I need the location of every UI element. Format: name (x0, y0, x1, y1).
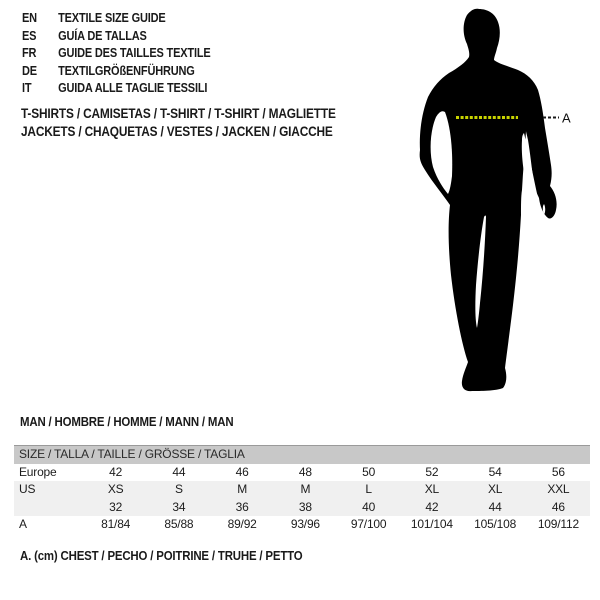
size-cell: XL (400, 481, 463, 499)
category-line-tshirts: T-SHIRTS / CAMISETAS / T-SHIRT / T-SHIRT / MAGLIETTE (21, 106, 336, 121)
size-cell: 44 (172, 464, 186, 479)
language-row-es (22, 28, 211, 46)
size-cell: 50 (362, 464, 376, 479)
row-label: US (14, 481, 84, 499)
language-label: GUIDE DES TAILLES TEXTILE (58, 46, 211, 60)
language-code: FR (22, 46, 37, 60)
table-row-a (14, 516, 590, 534)
language-code: ES (22, 28, 37, 43)
size-table-header: SIZE / TALLA / TAILLE / GRÖSSE / TAGLIA (14, 446, 590, 464)
size-cell: 56 (551, 464, 565, 479)
size-cell: 48 (298, 464, 312, 479)
size-cell: 42 (109, 464, 123, 479)
size-cell: 81/84 (101, 517, 131, 531)
language-code: EN (22, 11, 37, 25)
row-label: A (19, 517, 27, 531)
size-cell: 34 (147, 499, 210, 517)
language-label: TEXTILE SIZE GUIDE (58, 11, 166, 25)
size-cell: S (147, 481, 210, 499)
size-cell: 42 (400, 499, 463, 517)
size-cell: 38 (274, 499, 337, 517)
table-row-europe (14, 464, 590, 482)
language-row-it (22, 80, 211, 98)
category-line-jackets: JACKETS / CHAQUETAS / VESTES / JACKEN / GIACCHE (21, 124, 333, 139)
size-cell: 52 (425, 464, 439, 479)
row-label (14, 499, 84, 517)
size-cell: 109/112 (537, 517, 579, 531)
size-cell: 97/100 (350, 517, 387, 531)
man-silhouette (405, 5, 575, 395)
measurement-label-a: A (562, 110, 571, 126)
size-cell: 93/96 (290, 517, 320, 531)
size-cell: 54 (488, 464, 502, 479)
size-cell: XS (84, 481, 147, 499)
size-cell: 101/104 (410, 517, 453, 531)
size-cell: 46 (235, 464, 249, 479)
size-table (14, 445, 590, 534)
size-cell: 40 (337, 499, 400, 517)
language-row-en (22, 10, 211, 28)
size-cell: 85/88 (164, 517, 194, 531)
size-table-header-row (14, 446, 590, 464)
size-cell: 44 (464, 499, 527, 517)
size-cell: XXL (527, 481, 590, 499)
category-lines (21, 105, 379, 141)
table-row-sizes2 (14, 499, 590, 517)
language-label: GUÍA DE TALLAS (58, 28, 147, 43)
size-cell: 46 (527, 499, 590, 517)
size-cell: 32 (84, 499, 147, 517)
size-cell: M (274, 481, 337, 499)
size-cell: XL (464, 481, 527, 499)
size-cell: 89/92 (227, 517, 257, 531)
language-list (22, 10, 236, 98)
size-cell: 105/108 (474, 517, 517, 531)
size-cell: L (337, 481, 400, 499)
table-row-us (14, 481, 590, 499)
footnote-chest: A. (cm) CHEST / PECHO / POITRINE / TRUHE / PETTO (20, 548, 303, 563)
row-label: Europe (19, 464, 57, 479)
size-cell: 36 (211, 499, 274, 517)
language-row-fr (22, 45, 211, 63)
language-label: GUIDA ALLE TAGLIE TESSILI (58, 81, 208, 95)
size-cell: M (211, 481, 274, 499)
language-label: TEXTILGRÖßENFÜHRUNG (58, 63, 195, 78)
language-row-de (22, 63, 211, 81)
language-code: DE (22, 63, 37, 78)
section-title-man: MAN / HOMBRE / HOMME / MANN / MAN (20, 414, 234, 429)
language-code: IT (22, 81, 32, 95)
